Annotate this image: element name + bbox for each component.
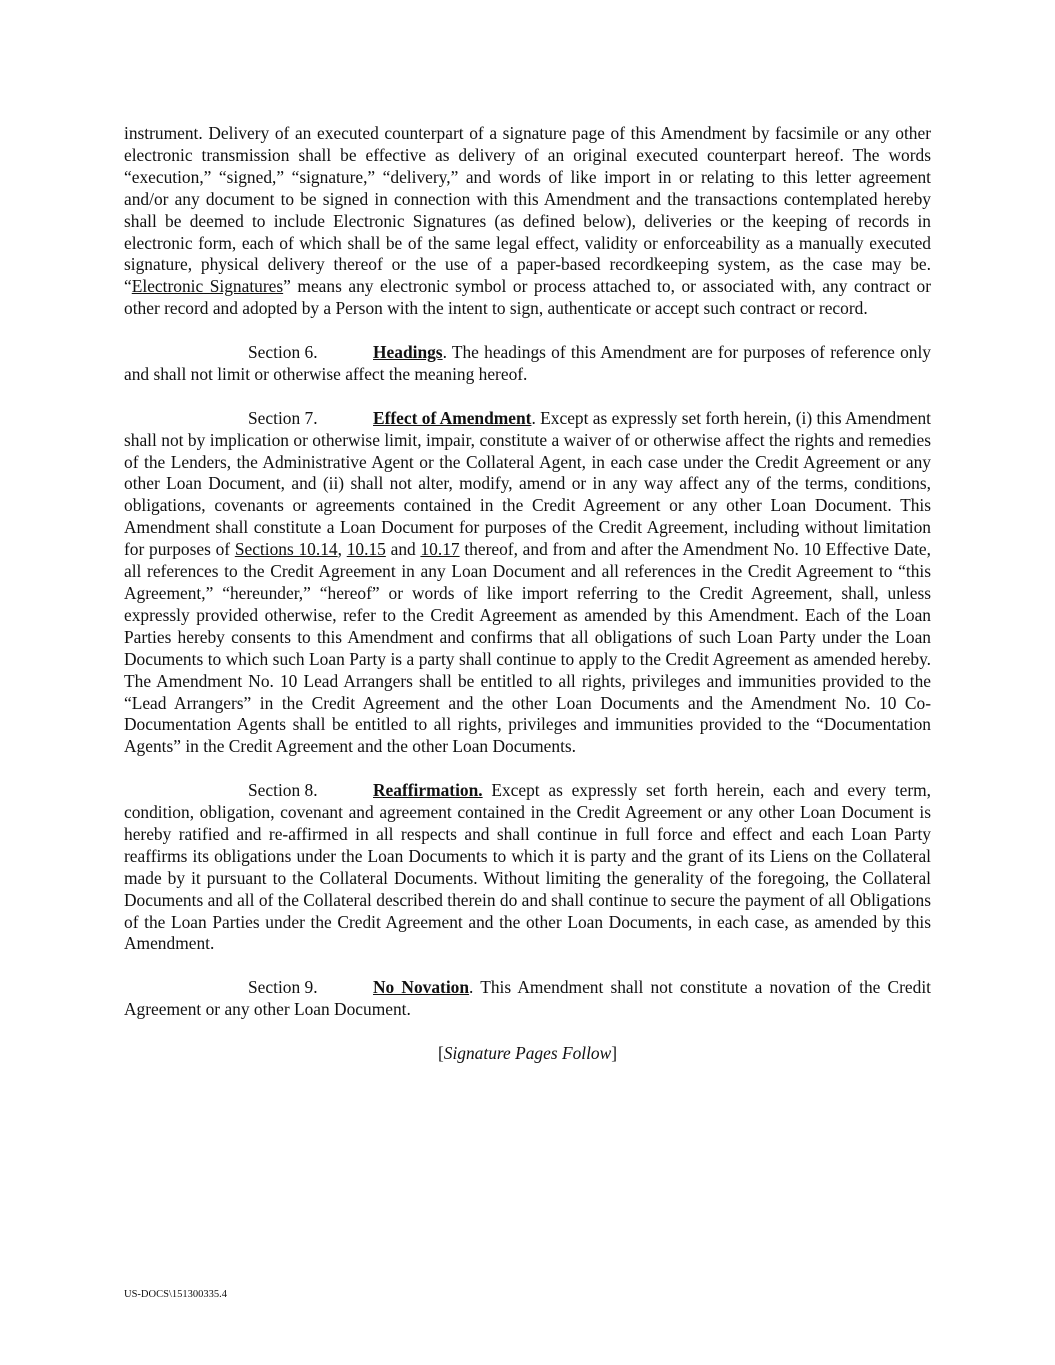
document-page [124, 123, 931, 1065]
section-ref-10-15: 10.15 [346, 539, 386, 560]
section-8-label: Section 8. [248, 780, 318, 801]
section-8 [124, 780, 931, 955]
section-6 [124, 342, 931, 386]
section-9-text: . This Amendment shall not constitute a novation of the Credit Agreement or any other Loan Document. [124, 977, 931, 1020]
section-8-heading: Reaffirmation. [373, 780, 483, 801]
section-ref-10-14: Sections 10.14 [234, 539, 338, 560]
section-7: Section 7. Effect of Amendment. Except as expressly set forth herein, (i) this Amendment shall not by implication or otherwise limit, impair, constitute a waiver of or otherwise affect the rights and remedies of the Lenders, the Administrative Agent or the Collateral Agent, in each case under the Credit Agreement or any other Loan Document, and (ii) shall not alter, modify, amend or in any way affect any of the terms, conditions, obligations, covenants or agreements contained in the Credit Agreement or any other Loan Document. This Amendment shall constitute a Loan Document for purposes of the Credit Agreement, including without limitation for purposes of Sections 10.14, 10.15 and 10.17 thereof, and from and after the Amendment No. 10 Effective Date, all references to the Credit Agreement in any Loan Document and all references in the Credit Agreement to “this Agreement,” “hereunder,” “hereof” or words of like import referring to the Credit Agreement, shall, unless expressly provided otherwise, refer to the Credit Agreement as amended by this Amendment. Each of the Loan Parties hereby consents to this Amendment and confirms that all obligations of such Loan Party under the Loan Documents to which such Loan Party is a party shall continue to apply to the Credit Agreement as amended hereby. The Amendment No. 10 Lead Arrangers shall be entitled to all rights, privileges and immunities provided to the “Lead Arrangers” in the Credit Agreement and the other Loan Documents and the Amendment No. 10 Co-Documentation Agents shall be entitled to all rights, privileges and immunities provided to the “Documentation Agents” in the Credit Agreement and the other Loan Documents. [124, 407, 931, 757]
intro-text-part2: ” means any electronic symbol or process attached to, or associated with, any contract or other record and adopted by a Person with the intent to sign, authenticate or accept such contract or record. [124, 276, 931, 319]
intro-text-part1: instrument. Delivery of an executed counterpart of a signature page of this Amendment by facsimile or any other electronic transmission shall be effective as delivery of an original executed counterpart hereof. The words “execution,” “signed,” “signature,” “delivery,” and words of like import in or relating to this letter agreement and/or any document to be signed in connection with this Amendment and the transactions contemplated hereby shall be deemed to include Electronic Signatures (as defined below), deliveries or the keeping of records in electronic form, each of which shall be of the same legal effect, validity or enforceability as a manually executed signature, physical delivery thereof or the use of a paper-based recordkeeping system, as the case may be. “ [124, 123, 931, 297]
section-7-label: Section 7. [248, 407, 318, 428]
section-ref-10-17: 10.17 [420, 539, 460, 560]
section-6-text: . The headings of this Amendment are for purposes of reference only and shall not limit or otherwise affect the meaning hereof. [124, 342, 931, 384]
intro-paragraph [124, 123, 931, 320]
section-8-text: Except as expressly set forth herein, each and every term, condition, obligation, covenant and agreement contained in the Credit Agreement or any other Loan Document is hereby ratified and re-affirmed in all respects and shall continue in full force and effect and each Loan Party reaffirms its obligations under the Loan Documents to which it is party and the grant of its Liens on the Collateral made by it pursuant to the Collateral Documents. Without limiting the generality of the foregoing, the Collateral Documents and all of the Collateral described therein do and shall continue to secure the payment of all Obligations of the Loan Parties under the Credit Agreement and the other Loan Documents, in each case, as amended by this Amendment. [124, 780, 931, 954]
section-6-label: Section 6. [248, 342, 318, 363]
section-9 [124, 977, 931, 1021]
defined-term-electronic-signatures: Electronic Signatures [131, 276, 284, 297]
section-7-text-part2: thereof, and from and after the Amendment No. 10 Effective Date, all references to the Credit Agreement in any Loan Document and all references in the Credit Agreement to “this Agreement,” “hereunder,” “hereof” or words of like import referring to the Credit Agreement, shall, unless expressly provided otherwise, refer to the Credit Agreement as amended by this Amendment. Each of the Loan Parties hereby consents to this Amendment and confirms that all obligations of such Loan Party under the Loan Documents to which such Loan Party is a party shall continue to apply to the Credit Agreement as amended hereby. The Amendment No. 10 Lead Arrangers shall be entitled to all rights, privileges and immunities provided to the “Lead Arrangers” in the Credit Agreement and the other Loan Documents and the Amendment No. 10 Co-Documentation Agents shall be entitled to all rights, privileges and immunities provided to the “Documentation Agents” in the Credit Agreement and the other Loan Documents. [124, 539, 931, 757]
signature-pages-follow-text: Signature Pages Follow [443, 1042, 612, 1063]
section-6-heading: Headings [373, 342, 443, 363]
signature-pages-follow: [Signature Pages Follow] [437, 1042, 618, 1063]
section-9-heading: No Novation [373, 977, 470, 998]
document-footer-id: US-DOCS\151300335.4 [124, 1289, 227, 1300]
section-9-label: Section 9. [248, 977, 318, 998]
section-7-heading: Effect of Amendment [373, 407, 532, 428]
section-7-text-part1: . Except as expressly set forth herein, (i) this Amendment shall not by implication or otherwise limit, impair, constitute a waiver of or otherwise affect the rights and remedies of the Lenders, the Administrative Agent or the Collateral Agent, in each case under the Credit Agreement or any other Loan Document, and (ii) shall not alter, modify, amend or in any way affect any of the terms, conditions, obligations, covenants or agreements contained in the Credit Agreement or any other Loan Document. This Amendment shall constitute a Loan Document for purposes of the Credit Agreement, including without limitation for purposes of [124, 407, 931, 560]
